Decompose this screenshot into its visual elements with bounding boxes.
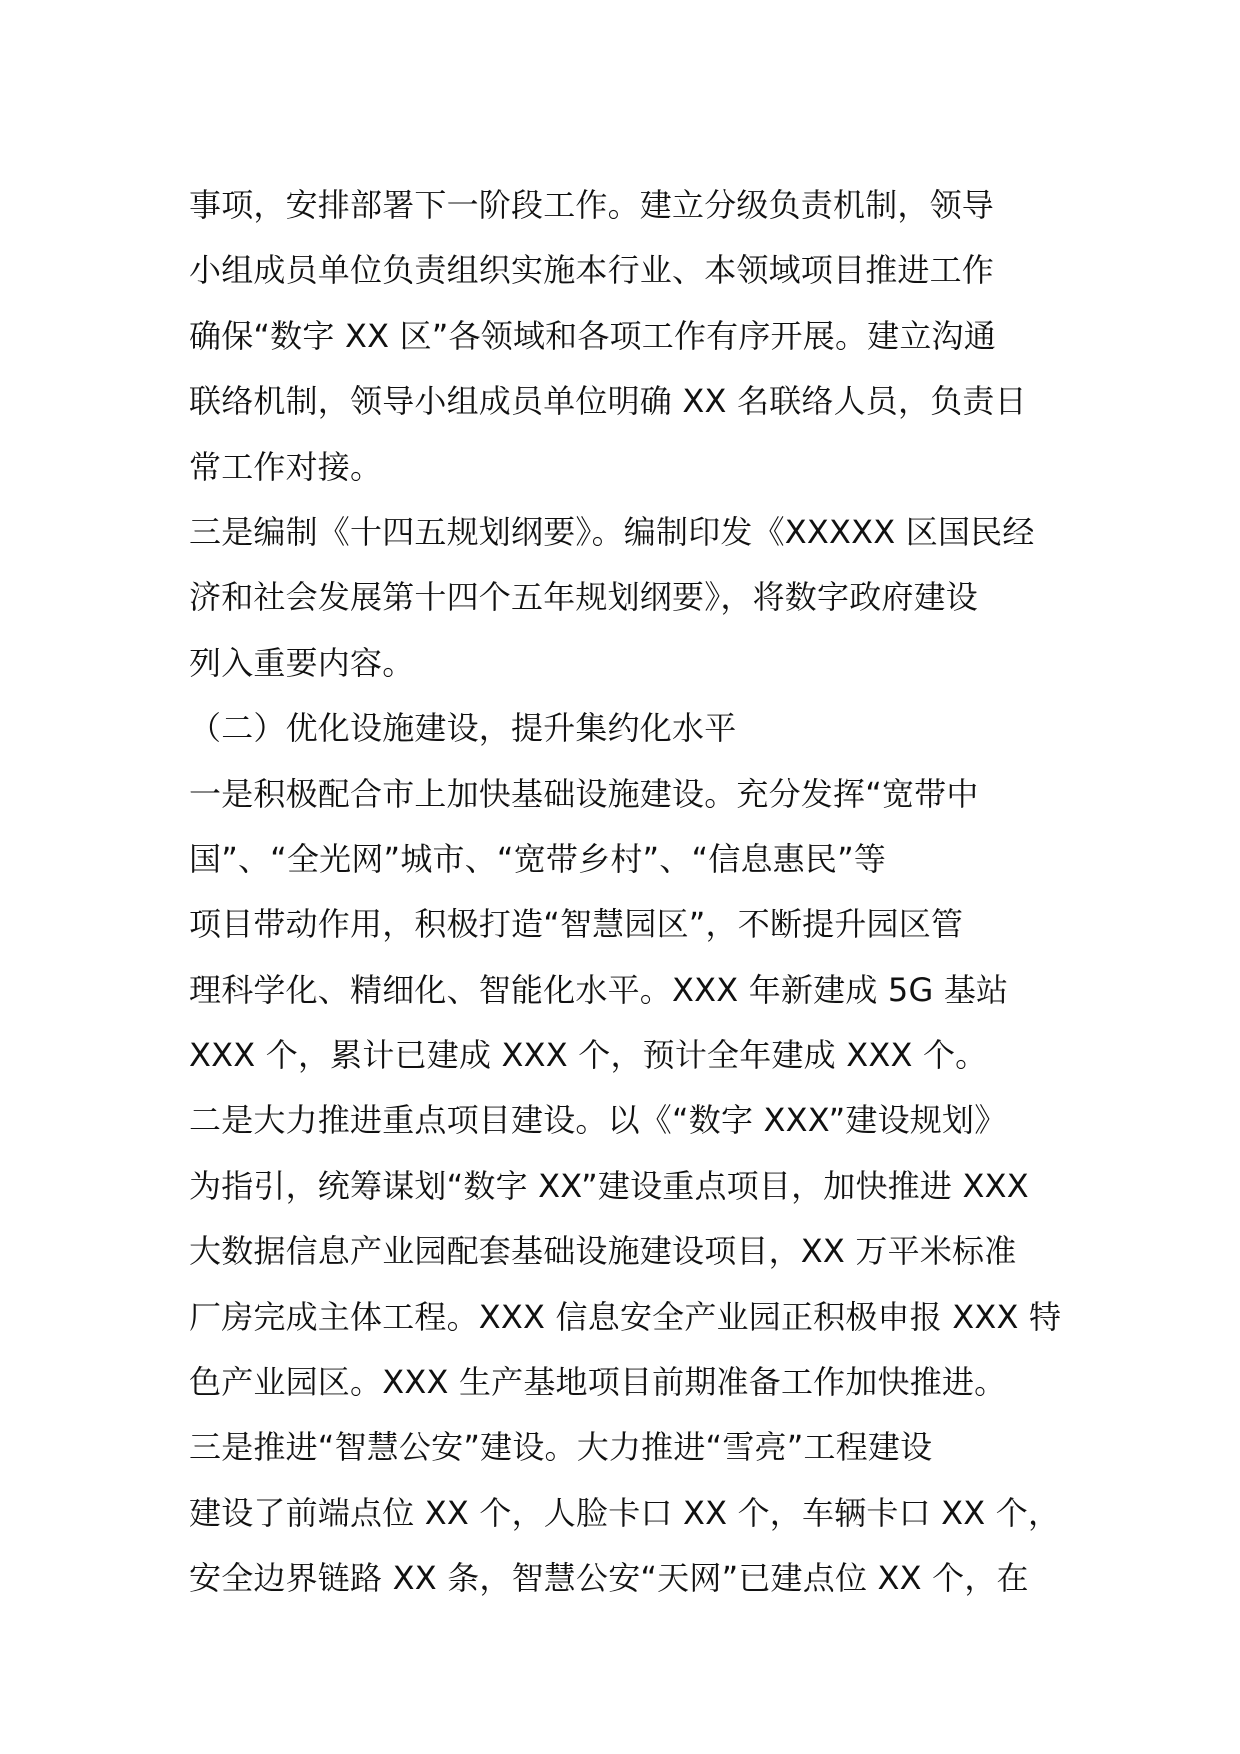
text-line: 国”、“全光网”城市、“宽带乡村”、“信息惠民”等 [189,839,887,878]
document-body [189,173,1069,1612]
text-line: 理科学化、精细化、智能化水平。XXX 年新建成 5G 基站 [189,970,1009,1009]
section-heading: （二）优化设施建设，提升集约化水平 [189,709,737,748]
text-line: 二是大力推进重点项目建设。以《“数字 XXX”建设规划》 [189,1101,1007,1140]
text-line: 建设了前端点位 XX 个，人脸卡口 XX 个，车辆卡口 XX 个， [189,1493,1061,1532]
text-line: 确保“数字 XX 区”各领域和各项工作有序开展。建立沟通 [189,316,996,355]
text-line: 厂房完成主体工程。XXX 信息安全产业园正积极申报 XXX 特 [189,1297,1062,1336]
text-line: 三是推进“智慧公安”建设。大力推进“雪亮”工程建设 [189,1428,933,1467]
text-line: 联络机制，领导小组成员单位明确 XX 名联络人员，负责日 [189,382,1027,421]
text-line: 一是积极配合市上加快基础设施建设。充分发挥“宽带中 [189,774,979,813]
text-line: 列入重要内容。 [189,643,415,682]
text-line: 项目带动作用，积极打造“智慧园区”，不断提升园区管 [189,905,964,944]
text-line: 事项，安排部署下一阶段工作。建立分级负责机制，领导 [189,186,995,224]
text-line: 常工作对接。 [189,447,383,486]
text-line: XXX 个，累计已建成 XXX 个，预计全年建成 XXX 个。 [189,1036,988,1075]
text-line: 小组成员单位负责组织实施本行业、本领域项目推进工作 [189,251,995,290]
text-line: 济和社会发展第十四个五年规划纲要》，将数字政府建设 [189,578,979,617]
text-line: 为指引，统筹谋划“数字 XX”建设重点项目，加快推进 XXX [189,1166,1029,1205]
text-line: 大数据信息产业园配套基础设施建设项目，XX 万平米标准 [189,1232,1017,1271]
text-line: 三是编制《十四五规划纲要》。编制印发《XXXXX 区国民经 [189,512,1035,551]
text-line: 色产业园区。XXX 生产基地项目前期准备工作加快推进。 [189,1363,1007,1402]
text-line: 安全边界链路 XX 条，智慧公安“天网”已建点位 XX 个，在 [189,1559,1029,1598]
